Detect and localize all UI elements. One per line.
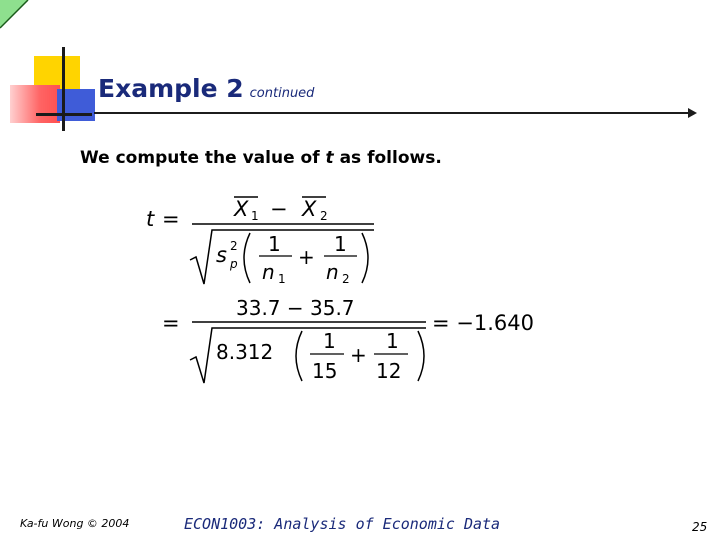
body-text-prefix: We compute the value of [80, 148, 326, 168]
t-statistic-formula [140, 188, 580, 393]
corner-decoration [0, 0, 34, 34]
paren-left-2 [296, 331, 302, 381]
paren-left-1 [244, 233, 250, 283]
sp-subscript: p [230, 257, 238, 271]
numerator-x2-sub: 2 [320, 209, 328, 223]
t-result: = −1.640 [432, 311, 534, 335]
frac2-numerator: 1 [334, 232, 347, 256]
frac4-numerator: 1 [386, 329, 399, 353]
body-text-variable: t [325, 148, 334, 168]
title-underline-arrow [688, 108, 697, 118]
frac4-denominator: 12 [376, 359, 402, 383]
footer-author: Ka-fu Wong © 2004 [20, 517, 130, 530]
title-main: Example 2 [98, 74, 244, 103]
formula-equals-1: = [162, 207, 180, 231]
page-number: 25 [692, 520, 708, 534]
frac1-den-var: n [262, 260, 275, 284]
numerator-minus: − [270, 197, 288, 221]
frac3-denominator: 15 [312, 359, 338, 383]
formula-lhs: t [146, 207, 155, 231]
frac2-den-sub: 2 [342, 272, 350, 286]
numerator-x1: X [234, 197, 249, 221]
paren-right-1 [362, 233, 368, 283]
body-text [80, 148, 442, 168]
title-subtitle: continued [249, 86, 315, 101]
logo-pink-square [10, 85, 60, 123]
logo-horizontal-line [36, 113, 92, 116]
frac2-den-var: n [326, 260, 339, 284]
body-text-suffix: as follows. [333, 148, 442, 168]
numeric-numerator: 33.7 − 35.7 [236, 296, 355, 320]
footer-course: ECON1003: Analysis of Economic Data [184, 515, 501, 533]
frac3-numerator: 1 [323, 329, 336, 353]
plus-2: + [350, 343, 367, 367]
slide-title [98, 74, 314, 103]
numerator-x2: X [302, 197, 317, 221]
formula-equals-2: = [162, 311, 180, 335]
frac1-numerator: 1 [268, 232, 281, 256]
pooled-variance-value: 8.312 [216, 340, 274, 364]
logo-vertical-line [62, 47, 65, 131]
sp-superscript: 2 [230, 239, 238, 253]
frac1-den-sub: 1 [278, 272, 286, 286]
title-underline [94, 112, 692, 114]
numerator-x1-sub: 1 [251, 209, 259, 223]
plus-1: + [298, 245, 315, 269]
paren-right-2 [418, 331, 424, 381]
sp-symbol: s [216, 243, 227, 267]
